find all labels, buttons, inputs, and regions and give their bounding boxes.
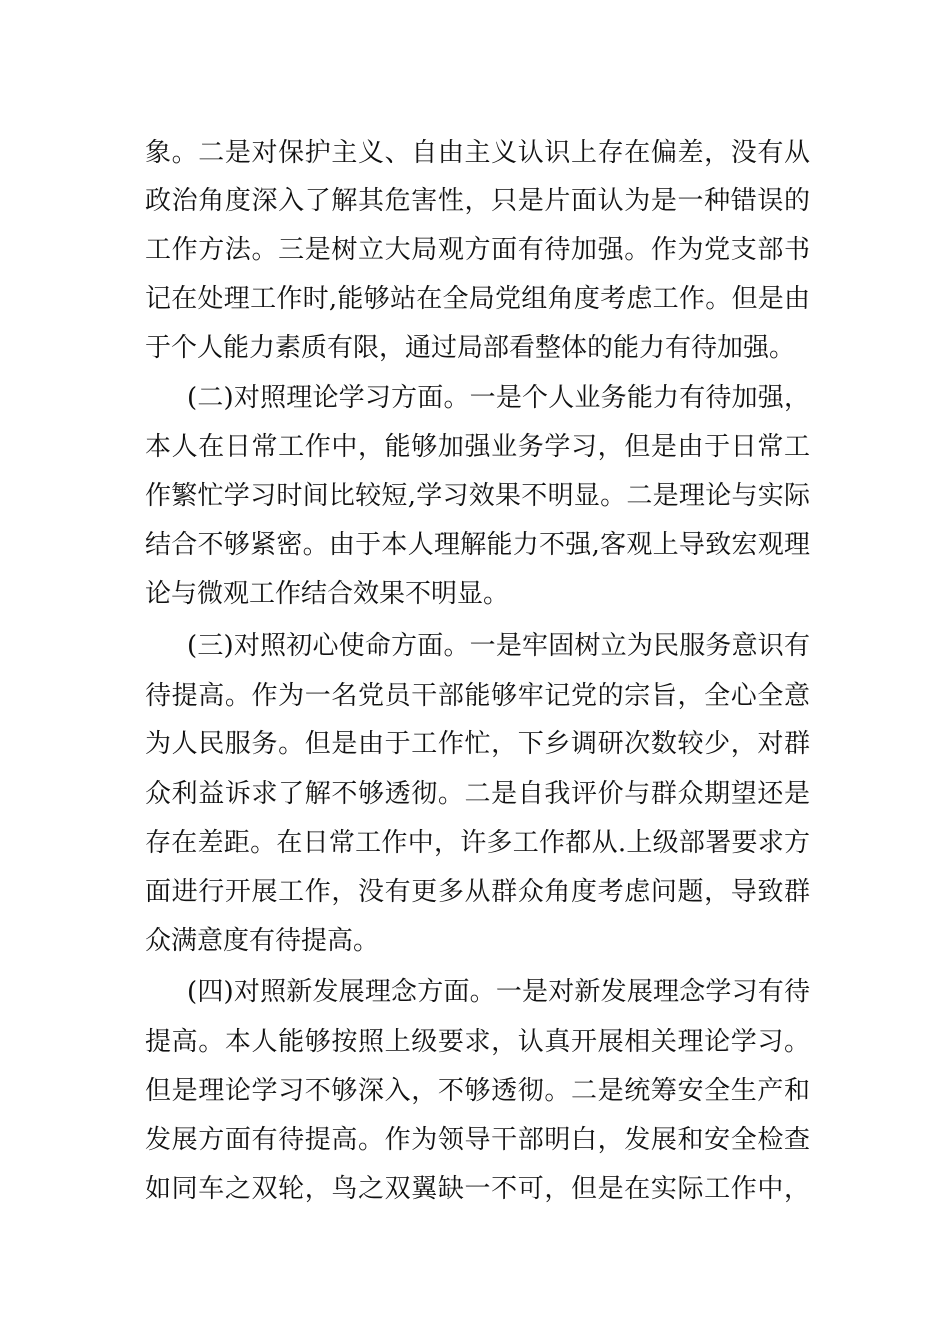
text-line: 论与微观工作结合效果不明显。 xyxy=(145,579,510,609)
text-line: 如同车之双轮，鸟之双翼缺一不可，但是在实际工作中， xyxy=(145,1174,810,1204)
text-line: 但是理论学习不够深入，不够透彻。二是统筹安全生产和 xyxy=(145,1076,810,1106)
text-line: 政治角度深入了解其危害性，只是片面认为是一种错误的 xyxy=(145,186,810,216)
text-line: 众利益诉求了解不够透彻。二是自我评价与群众期望还是 xyxy=(145,779,810,809)
paragraph-start-line: (二)对照理论学习方面。一是个人业务能力有待加强， xyxy=(187,383,810,413)
paragraph-start-line: (三)对照初心使命方面。一是牢固树立为民服务意识有 xyxy=(187,631,810,661)
text-line: 记在处理工作时,能够站在全局党组角度考虑工作。但是由 xyxy=(145,284,810,314)
text-line: 待提高。作为一名党员干部能够牢记党的宗旨，全心全意 xyxy=(145,681,810,711)
text-line: 众满意度有待提高。 xyxy=(145,926,380,956)
text-line: 发展方面有待提高。作为领导干部明白，发展和安全检查 xyxy=(145,1125,810,1155)
text-line: 于个人能力素质有限，通过局部看整体的能力有待加强。 xyxy=(145,333,796,363)
text-line: 结合不够紧密。由于本人理解能力不强,客观上导致宏观理 xyxy=(145,530,810,560)
text-line: 为人民服务。但是由于工作忙，下乡调研次数较少，对群 xyxy=(145,729,810,759)
paragraph-start-line: (四)对照新发展理念方面。一是对新发展理念学习有待 xyxy=(187,977,810,1007)
text-line: 面进行开展工作，没有更多从群众角度考虑问题，导致群 xyxy=(145,877,810,907)
text-line: 存在差距。在日常工作中，许多工作都从.上级部署要求方 xyxy=(145,828,810,858)
text-line: 提高。本人能够按照上级要求，认真开展相关理论学习。 xyxy=(145,1027,810,1057)
text-line: 工作方法。三是树立大局观方面有待加强。作为党支部书 xyxy=(145,235,810,265)
text-line: 象。二是对保护主义、自由主义认识上存在偏差，没有从 xyxy=(145,138,810,168)
text-line: 作繁忙学习时间比较短,学习效果不明显。二是理论与实际 xyxy=(145,481,810,511)
text-line: 本人在日常工作中，能够加强业务学习，但是由于日常工 xyxy=(145,432,810,462)
